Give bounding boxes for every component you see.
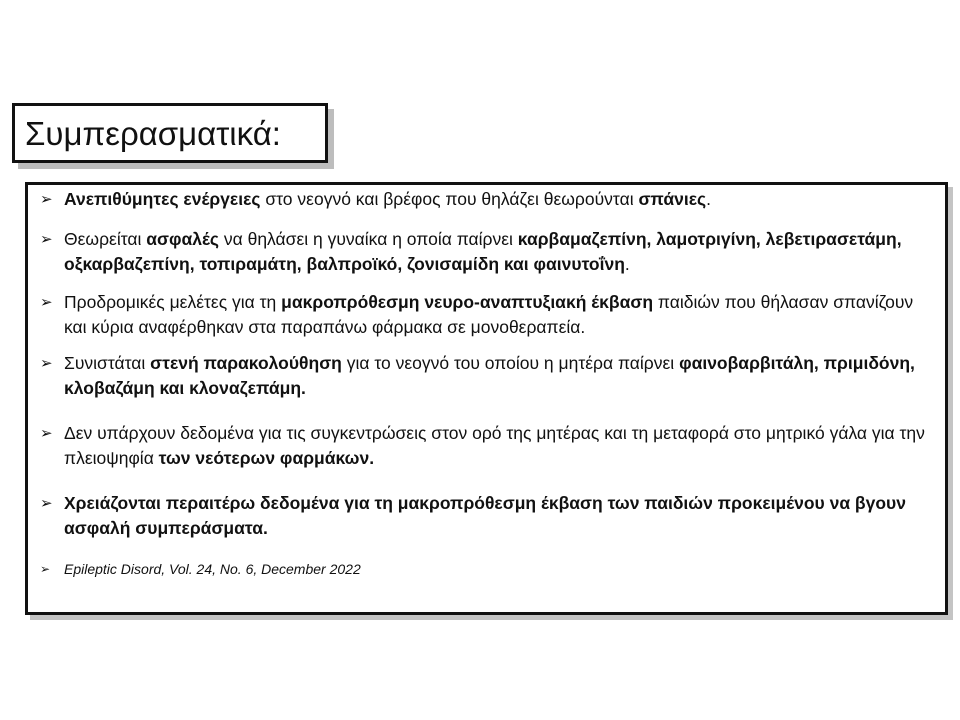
title-box bbox=[12, 103, 328, 163]
bullet-text-regular: Δεν υπάρχουν δεδομένα για τις συγκεντρώσεις στον ορό της μητέρας και τη μεταφορά στο μητρικό γάλα για την πλειοψηφία bbox=[64, 423, 925, 468]
source-citation bbox=[36, 559, 361, 579]
arrow-bullet-icon: ➢ bbox=[40, 294, 53, 311]
bullet-text-bold: Χρειάζονται περαιτέρω δεδομένα για τη μακροπρόθεσμη έκβαση των παιδιών προκειμένου να βγουν ασφαλή συμπεράσματα. bbox=[64, 493, 906, 538]
bullet-text bbox=[64, 227, 937, 277]
bullet-text bbox=[64, 290, 937, 340]
bullet-safe-drugs bbox=[36, 227, 937, 277]
bullet-text-bold: των νεότερων φαρμάκων. bbox=[158, 448, 375, 468]
bullet-text-bold: σπάνιες bbox=[638, 189, 707, 209]
bullet-text-bold: Ανεπιθύμητες ενέργειες bbox=[64, 189, 261, 209]
bullet-long-term-studies bbox=[36, 290, 937, 340]
bullet-close-monitoring bbox=[36, 351, 937, 401]
bullet-text-regular: Προδρομικές μελέτες για τη bbox=[64, 292, 282, 312]
arrow-bullet-icon: ➢ bbox=[40, 562, 51, 576]
bullet-text-regular: . bbox=[624, 254, 630, 274]
bullet-text-regular: να θηλάσει η γυναίκα η οποία παίρνει bbox=[219, 229, 518, 249]
slide-title: Συμπερασματικά: bbox=[25, 114, 281, 152]
bullet-text-regular: Θεωρείται bbox=[64, 229, 147, 249]
bullet-text-regular: για το νεογνό του οποίου η μητέρα παίρνει bbox=[341, 353, 680, 373]
citation-text: Epileptic Disord, Vol. 24, No. 6, December 2022 bbox=[64, 561, 361, 577]
bullet-further-data bbox=[36, 491, 937, 541]
bullet-text-regular: Συνιστάται bbox=[64, 353, 151, 373]
arrow-bullet-icon: ➢ bbox=[40, 425, 53, 442]
arrow-bullet-icon: ➢ bbox=[40, 231, 53, 248]
arrow-bullet-icon: ➢ bbox=[40, 495, 53, 512]
bullet-text-bold: στενή παρακολούθηση bbox=[150, 353, 342, 373]
bullet-text-regular: στο νεογνό και βρέφος που θηλάζει θεωρούνται bbox=[260, 189, 639, 209]
bullet-text bbox=[64, 187, 937, 212]
bullet-text bbox=[64, 421, 937, 471]
arrow-bullet-icon: ➢ bbox=[40, 191, 53, 208]
bullet-text-bold: ασφαλές bbox=[146, 229, 219, 249]
bullet-text-regular: . bbox=[706, 189, 711, 209]
bullet-text bbox=[64, 491, 937, 541]
bullet-text-bold: καρβαμαζεπίνη, λαμοτριγίνη, λεβετιρασετάμη, οξκαρβαζεπίνη, τοπιραμάτη, βαλπροϊκό, ζονισαμίδη και φαινυτοΐνη bbox=[64, 229, 902, 274]
bullet-text-regular: παιδιών που θήλασαν σπανίζουν και κύρια αναφέρθηκαν στα παραπάνω φάρμακα σε μονοθεραπεία. bbox=[64, 292, 914, 337]
bullet-adverse-effects bbox=[36, 187, 937, 212]
bullet-text-bold: φαινοβαρβιτάλη, πριμιδόνη, κλοβαζάμη και κλοναζεπάμη. bbox=[64, 353, 915, 398]
bullet-no-data bbox=[36, 421, 937, 471]
bullet-text-bold: μακροπρόθεσμη νευρο-αναπτυξιακή έκβαση bbox=[281, 292, 654, 312]
arrow-bullet-icon: ➢ bbox=[40, 355, 53, 372]
content-box bbox=[25, 182, 948, 615]
bullet-text bbox=[64, 351, 937, 401]
